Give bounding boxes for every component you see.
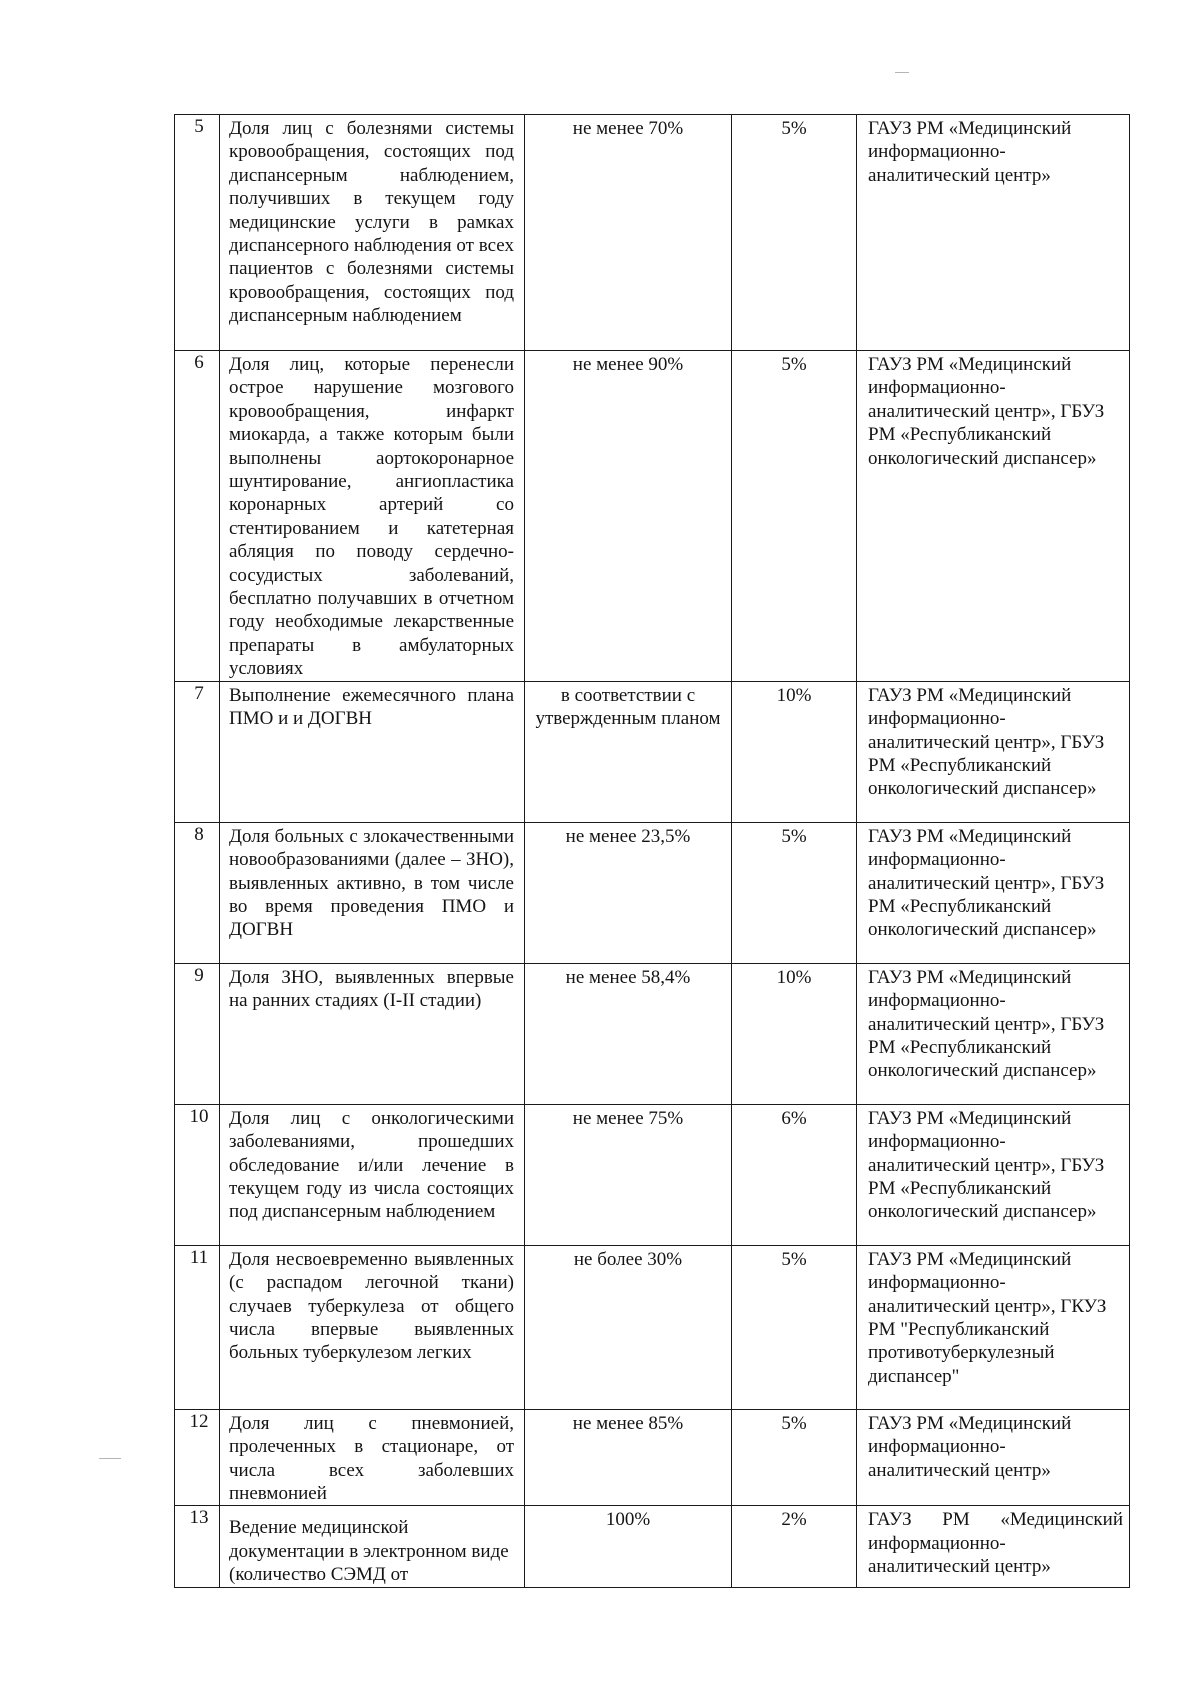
data-source: ГАУЗ РМ «Медицинский информационно-аналитический центр», ГБУЗ РМ «Республиканский онкологический диспансер»	[868, 1107, 1105, 1223]
data-source: ГАУЗ РМ «Медицинский информационно-аналитический центр», ГБУЗ РМ «Республиканский онкологический диспансер»	[868, 966, 1105, 1082]
indicator-description-cell	[220, 963, 525, 1104]
indicator-description-cell	[220, 681, 525, 822]
target-value: 100%	[605, 1509, 651, 1531]
data-source-cell	[857, 963, 1130, 1104]
indicator-description: Доля лиц с онкологическими заболеваниями, прошедших обследование и/или лечение в текущем году из числа состоящих под диспансерным наблюдением	[229, 1107, 514, 1223]
data-source-cell	[857, 1104, 1130, 1245]
row-number: 10	[189, 1105, 209, 1127]
indicator-description: Доля лиц с болезнями системы кровообращения, состоящих под диспансерным наблюдением, получивших в текущем году медицинские услуги в рамках диспансерного наблюдения от всех пациентов с болезнями системы кровообращения, состоящих под диспансерным наблюдением	[229, 118, 514, 327]
weight-cell	[732, 1245, 857, 1409]
scan-mark-top-right	[895, 72, 909, 73]
table-row	[175, 681, 1130, 822]
weight-value: 2%	[781, 1509, 807, 1531]
indicators-table	[174, 114, 1130, 1588]
table-row	[175, 115, 1130, 351]
row-number-cell	[175, 1409, 220, 1506]
target-value-cell	[525, 115, 732, 351]
indicator-description: Доля больных с злокачественными новообразованиями (далее – ЗНО), выявленных активно, в том числе во время проведения ПМО и ДОГВН	[229, 825, 514, 941]
data-source: ГАУЗ РМ «Медицинский информационно-аналитический центр», ГБУЗ РМ «Республиканский онкологический диспансер»	[868, 354, 1105, 469]
weight-cell	[732, 822, 857, 963]
data-source-cell	[857, 681, 1130, 822]
target-value-cell	[525, 1104, 732, 1245]
weight-value: 6%	[781, 1107, 807, 1129]
indicator-description: Доля лиц с пневмонией, пролеченных в стационаре, от числа всех заболевших пневмонией	[229, 1412, 514, 1504]
table-row	[175, 1245, 1130, 1409]
table-row	[175, 1409, 1130, 1506]
indicator-description: Доля несвоевременно выявленных (с распадом легочной ткани) случаев туберкулеза от общего числа впервые выявленных больных туберкулезом легких	[229, 1248, 514, 1364]
target-value: в соответствии с утвержденным планом	[535, 684, 721, 730]
weight-cell	[732, 1104, 857, 1245]
row-number: 8	[194, 823, 204, 845]
data-source-cell	[857, 822, 1130, 963]
indicator-description-cell	[220, 1409, 525, 1506]
target-value: не менее 85%	[572, 1412, 684, 1434]
indicator-description: Доля лиц, которые перенесли острое нарушение мозгового кровообращения, инфаркт миокарда, а также которым были выполнены аортокоронарное шунтирование, ангиопластика коронарных артерий со стентированием и катетерная абляция по поводу сердечно-сосудистых заболеваний, бесплатно получавших в отчетном году необходимые лекарственные препараты в амбулаторных условиях	[229, 354, 514, 680]
row-number: 12	[189, 1410, 209, 1432]
data-source-cell	[857, 1506, 1130, 1587]
data-source-cell	[857, 351, 1130, 682]
target-value-cell	[525, 681, 732, 822]
data-source-cell	[857, 115, 1130, 351]
data-source: ГАУЗ РМ «Медицинский информационно-аналитический центр»	[868, 118, 1072, 186]
row-number-cell	[175, 115, 220, 351]
weight-value: 5%	[781, 118, 807, 139]
target-value-cell	[525, 1245, 732, 1409]
table-row	[175, 351, 1130, 682]
data-source: ГАУЗ РМ «Медицинский информационно-аналитический центр», ГБУЗ РМ «Республиканский онкологический диспансер»	[868, 825, 1105, 941]
data-source: ГАУЗ РМ «Медицинский информационно-аналитический центр», ГБУЗ РМ «Республиканский онкологический диспансер»	[868, 684, 1105, 800]
weight-cell	[732, 1409, 857, 1506]
table-row	[175, 963, 1130, 1104]
weight-value: 5%	[781, 1248, 807, 1270]
target-value: не менее 70%	[572, 118, 684, 139]
row-number: 7	[194, 682, 204, 704]
indicator-description: Доля ЗНО, выявленных впервые на ранних стадиях (I-II стадии)	[229, 966, 514, 1012]
data-source-cell	[857, 1245, 1130, 1409]
target-value-cell	[525, 963, 732, 1104]
weight-cell	[732, 351, 857, 682]
row-number-cell	[175, 963, 220, 1104]
table-row	[175, 1506, 1130, 1587]
indicator-description-cell	[220, 1245, 525, 1409]
weight-cell	[732, 963, 857, 1104]
indicator-description-cell	[220, 1104, 525, 1245]
row-number: 11	[189, 1246, 209, 1268]
weight-value: 5%	[781, 354, 807, 375]
indicator-description: Выполнение ежемесячного плана ПМО и и ДОГВН	[229, 684, 514, 730]
row-number: 9	[194, 964, 204, 986]
indicator-description-cell	[220, 822, 525, 963]
target-value-cell	[525, 1409, 732, 1506]
target-value: не менее 23,5%	[565, 825, 691, 847]
indicator-description-cell	[220, 1506, 525, 1587]
target-value-cell	[525, 1506, 732, 1587]
scan-mark-left	[99, 1458, 121, 1459]
row-number-cell	[175, 822, 220, 963]
row-number-cell	[175, 1245, 220, 1409]
weight-cell	[732, 681, 857, 822]
target-value: не более 30%	[573, 1248, 683, 1270]
data-source-cell	[857, 1409, 1130, 1506]
target-value: не менее 75%	[572, 1107, 684, 1129]
indicator-description: Ведение медицинской документации в электронном виде (количество СЭМД от	[229, 1517, 509, 1586]
row-number: 6	[194, 352, 204, 373]
weight-cell	[732, 115, 857, 351]
weight-cell	[732, 1506, 857, 1587]
weight-value: 5%	[781, 1412, 807, 1434]
indicator-description-cell	[220, 351, 525, 682]
row-number-cell	[175, 1506, 220, 1587]
weight-value: 10%	[776, 966, 812, 988]
target-value: не менее 90%	[572, 354, 684, 375]
table-row	[175, 822, 1130, 963]
row-number: 13	[189, 1507, 209, 1529]
target-value-cell	[525, 822, 732, 963]
weight-value: 5%	[781, 825, 807, 847]
data-source: ГАУЗ РМ «Медицинский информационно-аналитический центр»	[868, 1509, 1123, 1578]
row-number: 5	[194, 116, 204, 137]
target-value-cell	[525, 351, 732, 682]
indicator-description-cell	[220, 115, 525, 351]
target-value: не менее 58,4%	[565, 966, 691, 988]
table-row	[175, 1104, 1130, 1245]
data-source: ГАУЗ РМ «Медицинский информационно-аналитический центр»	[868, 1412, 1072, 1481]
weight-value: 10%	[776, 684, 812, 706]
data-source: ГАУЗ РМ «Медицинский информационно-аналитический центр», ГКУЗ РМ "Республиканский противотуберкулезный диспансер"	[868, 1248, 1107, 1387]
row-number-cell	[175, 681, 220, 822]
row-number-cell	[175, 1104, 220, 1245]
row-number-cell	[175, 351, 220, 682]
